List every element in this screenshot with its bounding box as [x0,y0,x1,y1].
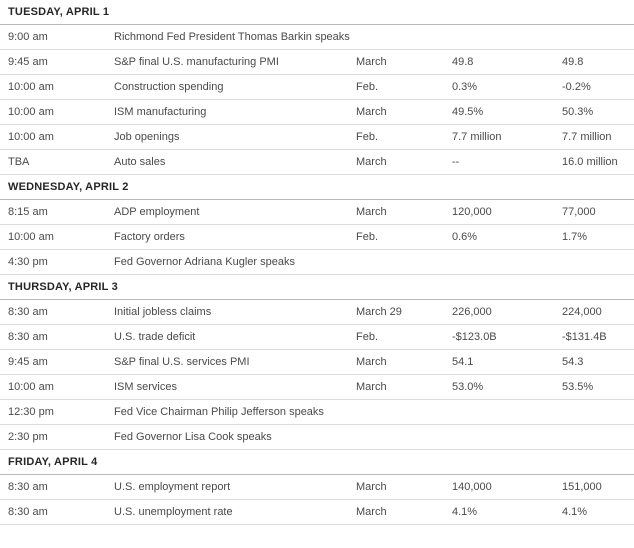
event-period-cell: March [356,356,387,368]
event-forecast-cell: 226,000 [452,306,492,318]
event-name-cell: Fed Governor Lisa Cook speaks [114,431,272,443]
event-name-cell: U.S. unemployment rate [114,506,233,518]
calendar-row [0,350,634,375]
event-forecast-cell: 7.7 million [452,131,502,143]
event-name-cell: ISM manufacturing [114,106,207,118]
calendar-row [0,300,634,325]
event-time-cell: TBA [8,156,30,168]
event-time-cell: 12:30 pm [8,406,54,418]
event-name-cell: ADP employment [114,206,200,218]
event-name-cell: Richmond Fed President Thomas Barkin speaks [114,31,350,43]
event-forecast-cell: 53.0% [452,381,484,393]
event-previous-cell: 4.1% [562,506,588,518]
event-name-cell: ISM services [114,381,177,393]
event-time-cell: 10:00 am [8,381,54,393]
event-forecast-cell: 54.1 [452,356,474,368]
event-previous-cell: 53.5% [562,381,594,393]
event-time-cell: 9:00 am [8,31,48,43]
calendar-row [0,500,634,525]
event-time-cell: 8:15 am [8,206,48,218]
section-date-header: TUESDAY, APRIL 1 [0,0,634,25]
event-time-cell: 10:00 am [8,106,54,118]
event-period-cell: Feb. [356,81,379,93]
event-period-cell: March [356,481,387,493]
event-period-cell: Feb. [356,131,379,143]
event-previous-cell: -0.2% [562,81,591,93]
event-time-cell: 8:30 am [8,306,48,318]
calendar-row [0,425,634,450]
event-time-cell: 8:30 am [8,506,48,518]
event-name-cell: S&P final U.S. manufacturing PMI [114,56,279,68]
event-time-cell: 8:30 am [8,331,48,343]
event-forecast-cell: 49.5% [452,106,484,118]
event-time-cell: 10:00 am [8,131,54,143]
event-forecast-cell: 4.1% [452,506,478,518]
event-time-cell: 10:00 am [8,81,54,93]
section-date-header: THURSDAY, APRIL 3 [0,275,634,300]
event-period-cell: Feb. [356,331,379,343]
event-forecast-cell: 120,000 [452,206,492,218]
calendar-row [0,475,634,500]
event-name-cell: Auto sales [114,156,166,168]
section-date-header: FRIDAY, APRIL 4 [0,450,634,475]
event-previous-cell: 224,000 [562,306,602,318]
event-name-cell: U.S. trade deficit [114,331,196,343]
event-period-cell: March 29 [356,306,402,318]
event-previous-cell: 50.3% [562,106,594,118]
event-time-cell: 9:45 am [8,356,48,368]
event-time-cell: 10:00 am [8,231,54,243]
event-name-cell: Job openings [114,131,180,143]
event-previous-cell: 16.0 million [562,156,618,168]
event-name-cell: U.S. employment report [114,481,231,493]
event-period-cell: March [356,106,387,118]
event-name-cell: Factory orders [114,231,185,243]
calendar-row [0,100,634,125]
event-period-cell: March [356,56,387,68]
event-name-cell: Fed Vice Chairman Philip Jefferson speaks [114,406,324,418]
event-time-cell: 9:45 am [8,56,48,68]
calendar-row [0,250,634,275]
event-name-cell: Initial jobless claims [114,306,212,318]
event-period-cell: Feb. [356,231,379,243]
calendar-row [0,325,634,350]
event-time-cell: 4:30 pm [8,256,48,268]
calendar-row [0,400,634,425]
calendar-row [0,25,634,50]
event-period-cell: March [356,506,387,518]
event-previous-cell: 151,000 [562,481,602,493]
event-forecast-cell: 140,000 [452,481,492,493]
calendar-row [0,150,634,175]
event-previous-cell: 49.8 [562,56,584,68]
event-forecast-cell: -$123.0B [452,331,497,343]
section-date-header: WEDNESDAY, APRIL 2 [0,175,634,200]
calendar-row [0,50,634,75]
event-time-cell: 8:30 am [8,481,48,493]
calendar-row [0,225,634,250]
calendar-row [0,125,634,150]
calendar-row [0,375,634,400]
event-period-cell: March [356,381,387,393]
event-previous-cell: 54.3 [562,356,584,368]
event-name-cell: Fed Governor Adriana Kugler speaks [114,256,295,268]
calendar-row [0,75,634,100]
event-previous-cell: 7.7 million [562,131,612,143]
calendar-row [0,200,634,225]
event-name-cell: S&P final U.S. services PMI [114,356,250,368]
event-period-cell: March [356,156,387,168]
event-forecast-cell: 49.8 [452,56,474,68]
event-previous-cell: -$131.4B [562,331,607,343]
event-previous-cell: 77,000 [562,206,596,218]
event-time-cell: 2:30 pm [8,431,48,443]
event-forecast-cell: 0.3% [452,81,478,93]
event-forecast-cell: -- [452,156,460,168]
event-period-cell: March [356,206,387,218]
event-name-cell: Construction spending [114,81,224,93]
event-previous-cell: 1.7% [562,231,588,243]
event-forecast-cell: 0.6% [452,231,478,243]
